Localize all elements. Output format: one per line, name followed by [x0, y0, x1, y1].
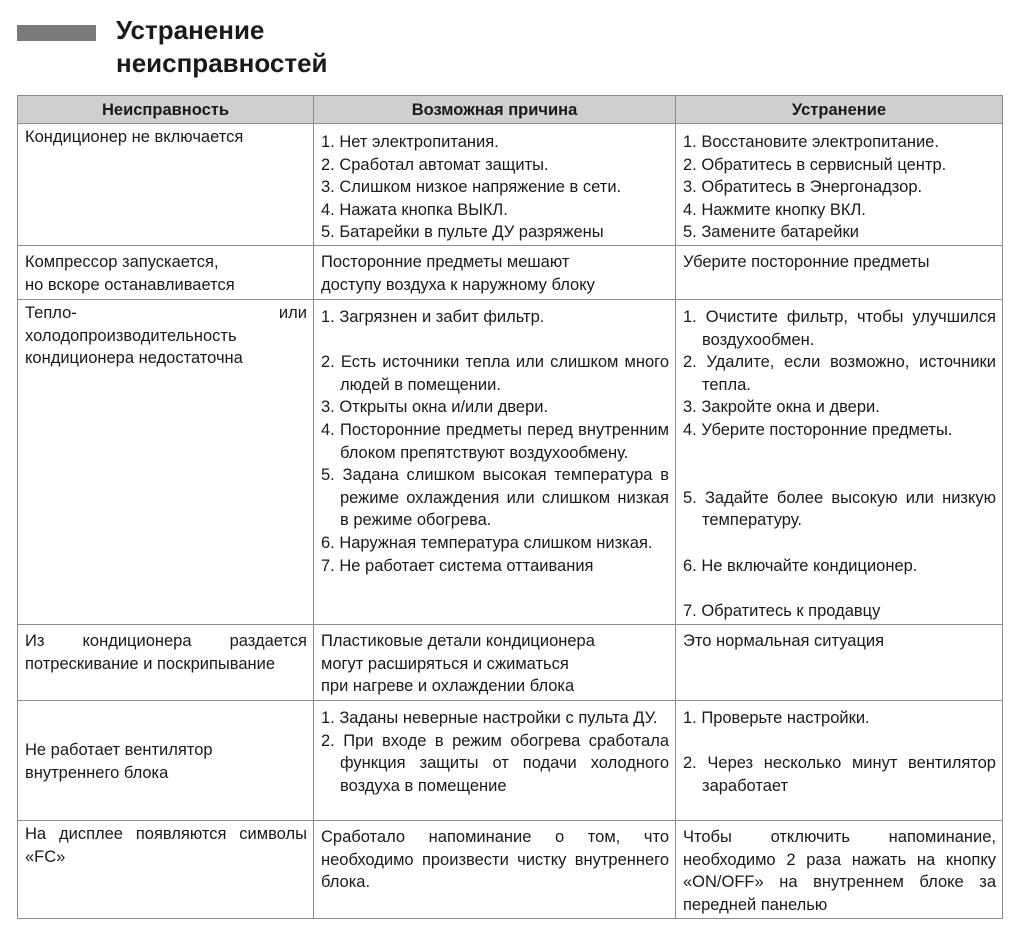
cause-cell [314, 625, 676, 701]
cause-cell [314, 246, 676, 300]
cause-cell [314, 701, 676, 821]
remedy-item: 2. Через несколько минут вентилятор заработает [683, 754, 996, 795]
column-header-cause: Возможная причина [314, 96, 676, 124]
remedy-item: 1. Восстановите электропитание. [683, 133, 939, 151]
remedy-item: 2. Обратитесь в сервисный центр. [683, 155, 947, 174]
remedy-item: 1. Очистите фильтр, чтобы улучшился воздухообмен. [683, 308, 996, 349]
problem-line: внутреннего блока [25, 763, 169, 782]
spacer [683, 730, 996, 753]
cause-line: Пластиковые детали кондиционера [321, 632, 595, 650]
remedy-cell [676, 124, 1003, 246]
remedy-cell: Это нормальная ситуация [676, 625, 1003, 701]
remedy-item: 2. Удалите, если возможно, источники тепла. [683, 353, 996, 394]
cause-line: доступу воздуха к наружному блоку [321, 275, 595, 294]
problem-cell: На дисплее появляются символы «FC» [18, 821, 314, 919]
cause-line: при нагреве и охлаждении блока [321, 677, 575, 696]
problem-line: но вскоре останавливается [25, 275, 235, 294]
problem-line: Не работает вентилятор [25, 740, 213, 759]
cause-cell [314, 124, 676, 246]
table-row [18, 701, 1003, 821]
cause-item: 1. Нет электропитания. [321, 133, 499, 151]
cause-item: 7. Не работает система оттаивания [321, 556, 594, 575]
page-title-line: неисправностей [116, 48, 328, 78]
page-title [116, 14, 616, 80]
spacer [683, 532, 996, 555]
remedy-cell: Уберите посторонние предметы [676, 246, 1003, 300]
troubleshooting-table [17, 95, 1003, 919]
spacer [321, 329, 669, 352]
cause-item: 2. Есть источники тепла или слишком много людей в помещении. [321, 353, 669, 394]
remedy-item: 5. Замените батарейки [683, 223, 859, 242]
column-header-problem: Неисправность [18, 96, 314, 124]
table-row [18, 300, 1003, 625]
remedy-item: 5. Задайте более высокую или низкую температуру. [683, 488, 996, 530]
cause-line: могут расширяться и сжиматься [321, 654, 569, 673]
problem-cell: Тепло- или холодопроизводительность кондиционера недостаточна [18, 300, 314, 625]
cause-item: 3. Слишком низкое напряжение в сети. [321, 178, 622, 197]
cause-item: 2. При входе в режим обогрева сработала функция защиты от подачи холодного воздуха в помещение [321, 731, 669, 795]
spacer [683, 442, 996, 465]
cause-item: 5. Батарейки в пульте ДУ разряжены [321, 223, 604, 242]
heading-accent-bar [17, 25, 96, 41]
remedy-item: 4. Уберите посторонние предметы. [683, 420, 953, 439]
cause-item: 1. Заданы неверные настройки с пульта ДУ. [321, 709, 658, 727]
problem-cell: Из кондиционера раздается потрескивание и поскрипывание [18, 625, 314, 701]
remedy-item: 1. Проверьте настройки. [683, 709, 870, 727]
cause-item: 6. Наружная температура слишком низкая. [321, 533, 653, 552]
cause-item: 5. Задана слишком высокая температура в режиме охлаждения или слишком низкая в режиме обогрева. [321, 466, 669, 530]
spacer [683, 577, 996, 600]
remedy-cell [676, 701, 1003, 821]
cause-line: Посторонние предметы мешают [321, 253, 570, 271]
remedy-item: 4. Нажмите кнопку ВКЛ. [683, 200, 866, 219]
remedy-item: 3. Закройте окна и двери. [683, 398, 880, 417]
cause-item: 2. Сработал автомат защиты. [321, 155, 549, 174]
page-title-line: Устранение [116, 15, 265, 45]
remedy-cell [676, 300, 1003, 625]
cause-item: 3. Открыты окна и/или двери. [321, 398, 549, 417]
table-header-row [18, 96, 1003, 124]
remedy-item: 3. Обратитесь в Энергонадзор. [683, 178, 923, 197]
remedy-item: 6. Не включайте кондиционер. [683, 556, 918, 575]
cause-item: 1. Загрязнен и забит фильтр. [321, 308, 545, 326]
cause-cell [314, 300, 676, 625]
table-row [18, 124, 1003, 246]
cause-item: 4. Посторонние предметы перед внутренним блоком препятствуют воздухообмену. [321, 420, 669, 462]
remedy-item: 7. Обратитесь к продавцу [683, 601, 881, 620]
cause-item: 4. Нажата кнопка ВЫКЛ. [321, 200, 508, 219]
problem-cell: Кондиционер не включается [18, 124, 314, 246]
problem-cell [18, 246, 314, 300]
column-header-remedy: Устранение [676, 96, 1003, 124]
table-row [18, 246, 1003, 300]
table-row [18, 625, 1003, 701]
spacer [683, 464, 996, 487]
table-row [18, 821, 1003, 919]
problem-line: Компрессор запускается, [25, 253, 219, 271]
cause-cell: Сработало напоминание о том, что необходимо произвести чистку внутреннего блока. [314, 821, 676, 919]
problem-cell [18, 701, 314, 821]
remedy-cell: Чтобы отключить напоминание, необходимо 2 раза нажать на кнопку «ON/OFF» на внутреннем блоке за передней панелью [676, 821, 1003, 919]
